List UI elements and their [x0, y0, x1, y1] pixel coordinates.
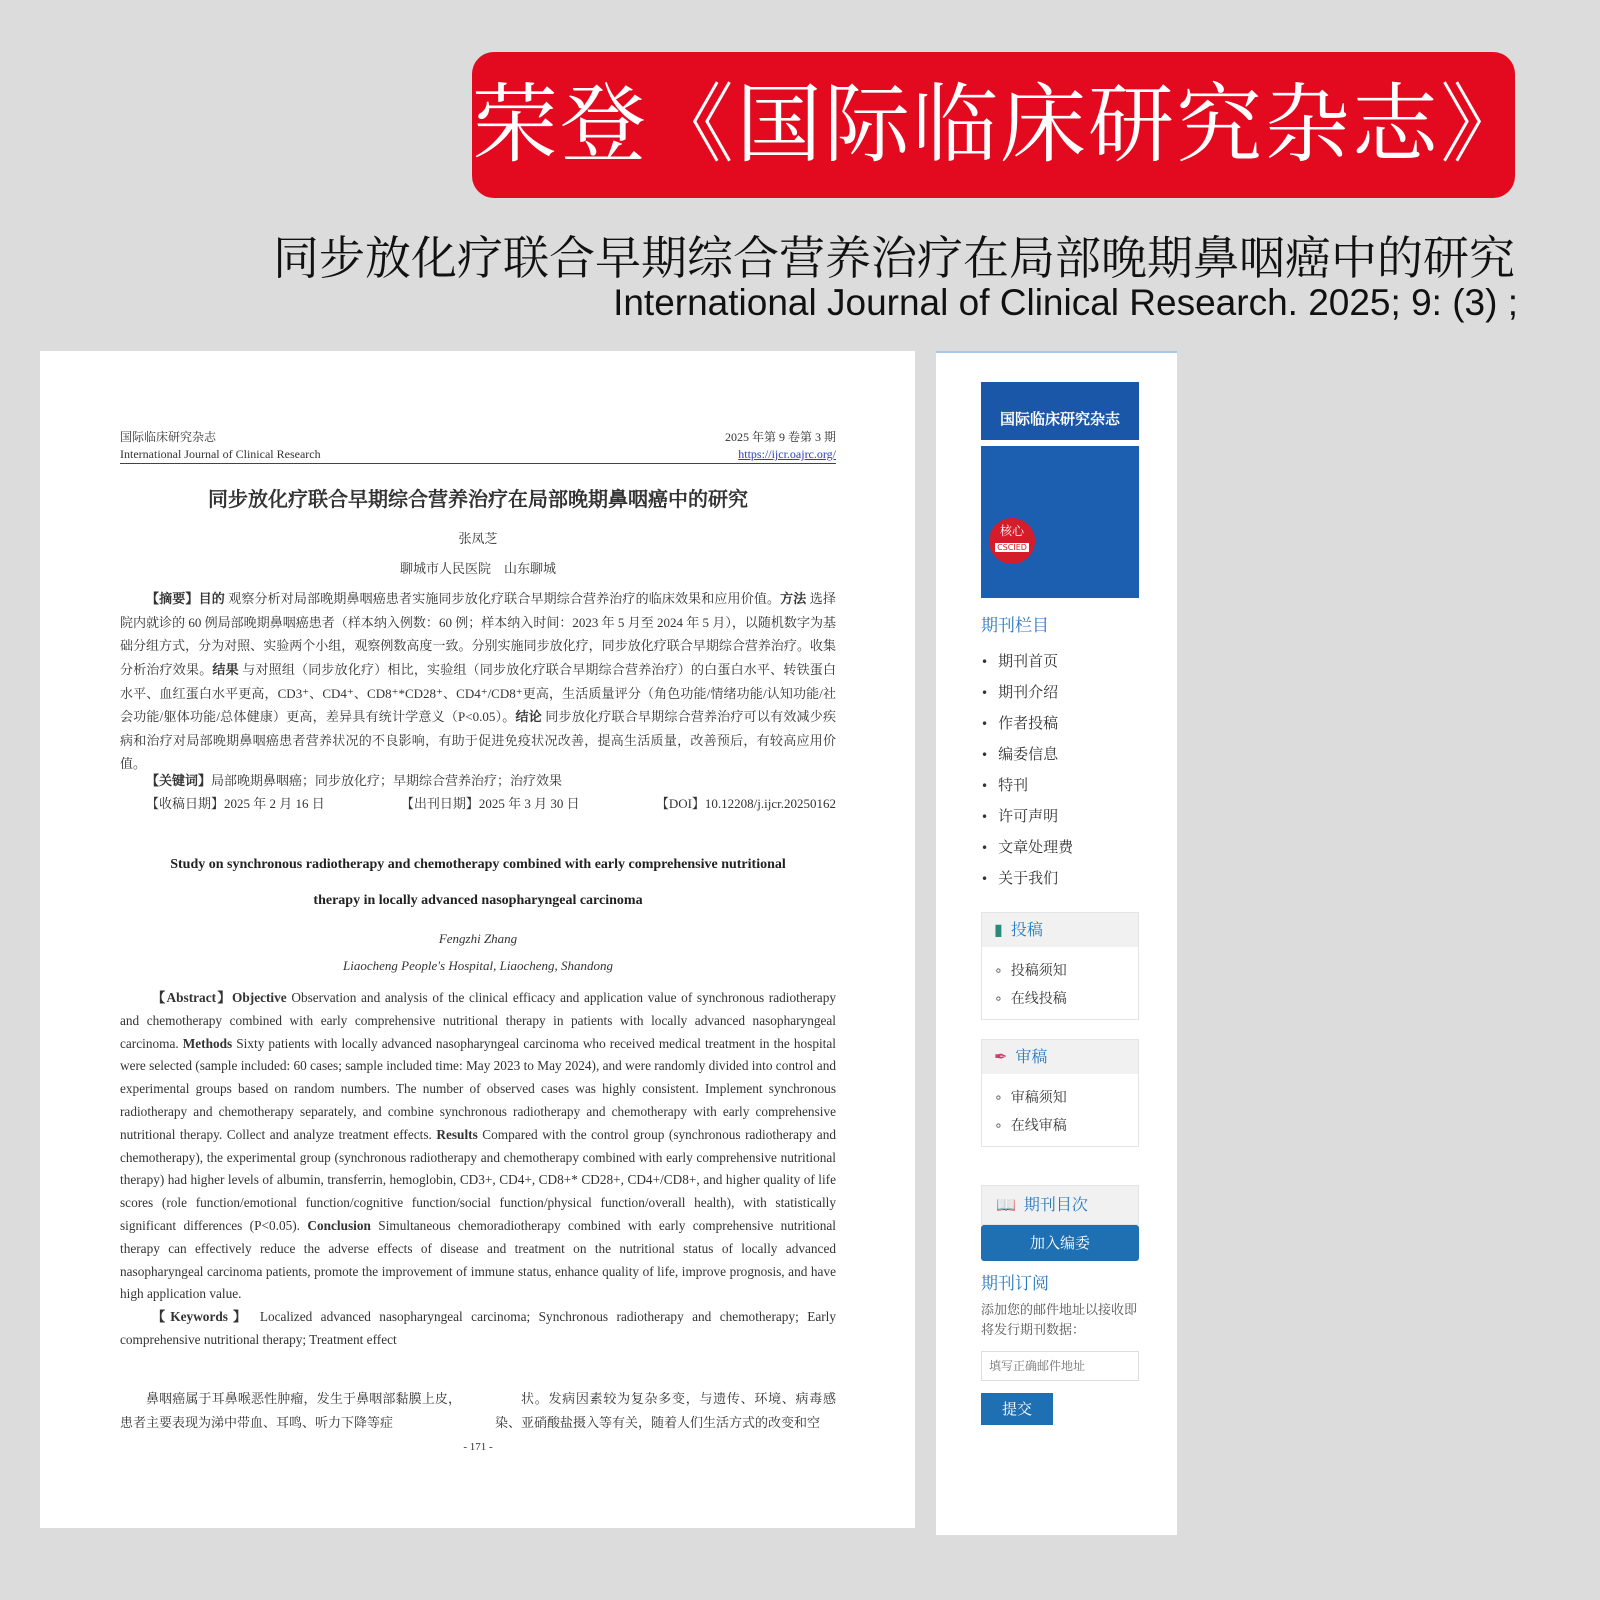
online-review-link[interactable]: ∘ 在线审稿 [994, 1112, 1138, 1140]
issue-info: 2025 年第 9 卷第 3 期 [724, 430, 836, 444]
subscribe-submit-button[interactable]: 提交 [981, 1393, 1053, 1425]
paper-title-cn: 同步放化疗联合早期综合营养治疗在局部晚期鼻咽癌中的研究 [208, 487, 748, 511]
email-input[interactable] [981, 1351, 1139, 1381]
core-badge: 核心 CSCIED [989, 518, 1035, 564]
intro-text: 鼻咽癌属于耳鼻喉恶性肿瘤，发生于鼻咽部黏膜上皮，患者主要表现为涕中带血、耳鸣、听力下降等症 状。发病因素较为复杂多变，与遗传、环境、病毒感染、亚硝酸盐摄入等有关，随着人们生活方式的改变和空 [120, 1391, 836, 1430]
nav-item[interactable]: • 关于我们 [981, 863, 1073, 894]
sidebar [936, 351, 1177, 1535]
journal-name-cn: 国际临床研究杂志 [120, 430, 217, 444]
author-en: Fengzhi Zhang [438, 931, 518, 946]
review-guide-link[interactable]: ∘ 审稿须知 [994, 1084, 1138, 1112]
nav-list [981, 646, 1073, 894]
article-title: 同步放化疗联合早期综合营养治疗在局部晚期鼻咽癌中的研究 [273, 231, 1515, 285]
join-editorial-button[interactable]: 加入编委 [981, 1225, 1139, 1261]
journal-cover-image[interactable]: 国际临床研究杂志 核心 CSCIED [981, 382, 1139, 598]
received-date: 【收稿日期】2025 年 2 月 16 日 [146, 796, 325, 811]
toc-box[interactable]: 📖 期刊目次 [981, 1185, 1139, 1225]
subscribe-text: 添加您的邮件地址以接收即将发行期刊数据： [981, 1303, 1138, 1338]
paper-page [40, 351, 915, 1528]
section-title: 期刊栏目 [981, 616, 1049, 636]
open-book-icon: 📖 [996, 1195, 1016, 1214]
nav-item[interactable]: • 特刊 [981, 770, 1073, 801]
page-number: - 171 - [463, 1441, 493, 1453]
nav-item[interactable]: • 文章处理费 [981, 832, 1073, 863]
abstract-en: 【Abstract】Objective Observation and analysis of the clinical efficacy and application value of synchronous radiotherapy and chemotherapy combined with early comprehensive nutritional therapy in patients with locally advanced nasopharyngeal carcinoma. Methods Sixty patients with locally advanced nasopharyngeal carcinoma who received medical treatment in the hospital were selected (sample included: 60 cases; sample included time: May 2023 to May 2024), and were randomly divided into control and experimental groups based on random numbers. The number of observed cases was highly consistent. Implement synchronous radiotherapy and chemotherapy separately, and combine synchronous radiotherapy and chemotherapy with early comprehensive nutritional therapy. Collect and analyze treatment effects. Results Compared with the control group (synchronous radiotherapy and chemotherapy), the experimental group (synchronous radiotherapy and chemotherapy combined with early comprehensive nutritional therapy) had higher levels of albumin, transferrin, hemoglobin, CD3+, CD4+, CD8+* CD28+, CD4+/CD8+, and higher quality of life scores (role function/emotional function/cognitive function/social function/physical function/overall health), with statistically significant differences (P<0.05). Conclusion Simultaneous chemoradiotherapy combined with early comprehensive nutritional therapy can effectively reduce the adverse effects of disease and treatment on the nutritional status of locally advanced nasopharyngeal carcinoma patients, promote the improvement of immune status, enhance quality of life, improve prognosis, and have high application value. 【Keywords】 Localized advanced nasopharyngeal carcinoma; Synchronous radiotherapy and chemotherapy; Early comprehensive nutritional therapy; Treatment effect [120, 990, 836, 1347]
journal-header [120, 429, 836, 464]
nav-item[interactable]: • 许可声明 [981, 801, 1073, 832]
affiliation-cn: 聊城市人民医院 山东聊城 [399, 561, 556, 576]
review-box: ✒ 审稿 ∘ 审稿须知 ∘ 在线审稿 [981, 1039, 1139, 1147]
paper-title-en: Study on synchronous radiotherapy and chemotherapy combined with early comprehensive nutritional therapy in locally advanced nasopharyngeal carcinoma [170, 857, 786, 908]
journal-url-link[interactable]: https://ijcr.oajrc.org/ [738, 447, 836, 461]
nav-item[interactable]: • 期刊首页 [981, 646, 1073, 677]
nav-item[interactable]: • 期刊介绍 [981, 677, 1073, 708]
doi: 【DOI】10.12208/j.ijcr.20250162 [655, 796, 836, 811]
submit-guide-link[interactable]: ∘ 投稿须知 [994, 957, 1138, 985]
author-cn: 张凤芝 [458, 531, 498, 546]
affiliation-en: Liaocheng People's Hospital, Liaocheng, Shandong [343, 958, 613, 973]
abstract-cn: 【摘要】目的 观察分析对局部晚期鼻咽癌患者实施同步放化疗联合早期综合营养治疗的临床效果和应用价值。方法 选择院内就诊的 60 例局部晚期鼻咽癌患者（样本纳入例数：60 例；样本纳入时间：2023 年 5 月至 2024 年 5 月），以随机数字为基础分组方式，分为对照、实验两个小组，观察例数高度一致。分别实施同步放化疗，同步放化疗联合早期综合营养治疗。收集分析治疗效果。结果 与对照组（同步放化疗）相比，实验组（同步放化疗联合早期综合营养治疗）的白蛋白水平、转铁蛋白水平、血红蛋白水平更高，CD3⁺、CD4⁺、CD8⁺*CD28⁺、CD4⁺/CD8⁺更高，生活质量评分（角色功能/情绪功能/认知功能/社会功能/躯体功能/总体健康）更高，差异具有统计学意义（P<0.05）。结论 同步放化疗联合早期综合营养治疗可以有效减少疾病和治疗对局部晚期鼻咽癌患者营养状况的不良影响，有助于促进免疫状况改善，提高生活质量，改善预后，有较高应用价值。 [120, 591, 836, 772]
online-submit-link[interactable]: ∘ 在线投稿 [994, 985, 1138, 1013]
nav-item[interactable]: • 作者投稿 [981, 708, 1073, 739]
books-icon: ▮ [994, 920, 1003, 939]
submit-box: ▮ 投稿 ∘ 投稿须知 ∘ 在线投稿 [981, 912, 1139, 1020]
subscribe-title: 期刊订阅 [981, 1274, 1049, 1294]
nav-item[interactable]: • 编委信息 [981, 739, 1073, 770]
promo-banner: 荣登《国际临床研究杂志》 [472, 52, 1515, 198]
citation: International Journal of Clinical Research. 2025; 9: (3) ; [613, 282, 1518, 323]
quill-icon: ✒ [994, 1047, 1008, 1066]
published-date: 【出刊日期】2025 年 3 月 30 日 [400, 796, 580, 811]
keywords-cn: 【关键词】局部晚期鼻咽癌；同步放化疗；早期综合营养治疗；治疗效果 【收稿日期】2025 年 2 月 16 日 【出刊日期】2025 年 3 月 30 日 【DOI】10.12208/j.ijcr.20250162 [120, 769, 836, 815]
journal-name-en: International Journal of Clinical Research [120, 447, 321, 461]
